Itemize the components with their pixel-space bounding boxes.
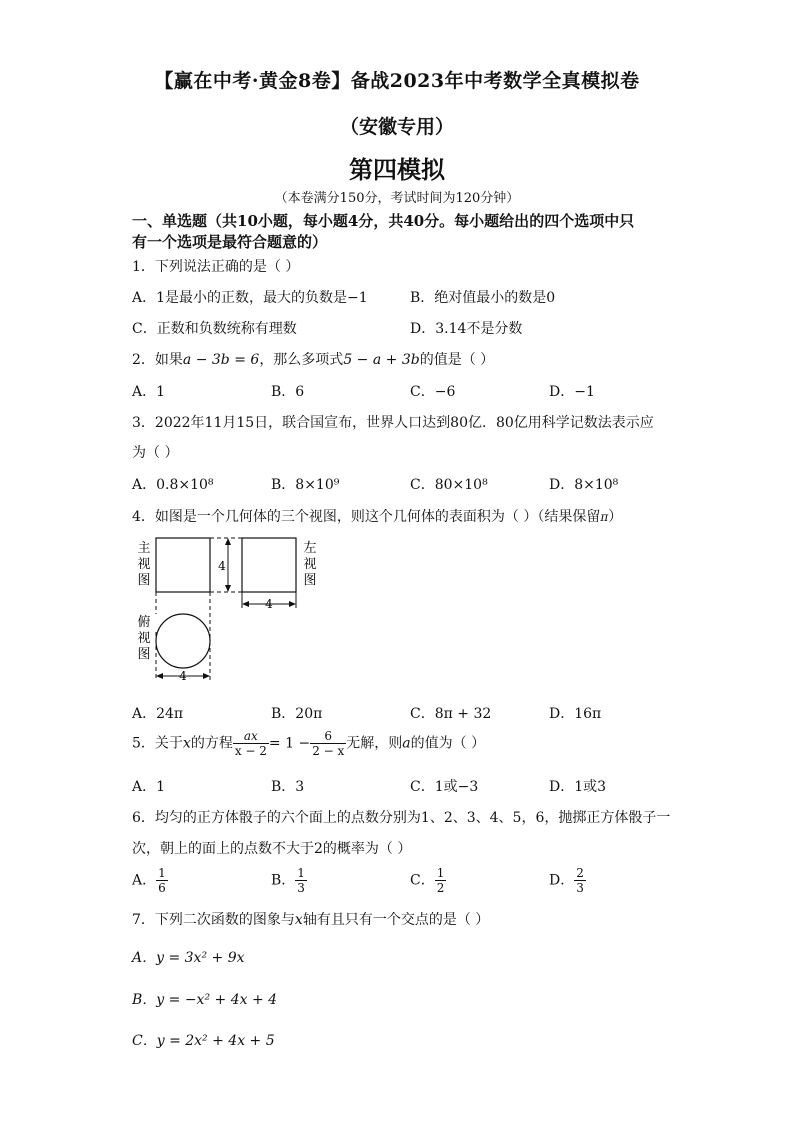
document-title: 【赢在中考·黄金8卷】备战2023年中考数学全真模拟卷 (154, 70, 640, 92)
left-view-label-2: 视 (303, 557, 317, 572)
q6-option-a: A． $\frac{1}{6}$ (132, 866, 166, 895)
q6-option-c: C． $\frac{1}{2}$ (410, 866, 445, 895)
q5-fraction-1: $\frac{ax}{x - 2}$ (234, 729, 267, 758)
section-heading-line1: 一、单选题（共10小题，每小题4分，共40分。每小题给出的四个选项中只 (132, 212, 635, 230)
left-view-rect (242, 538, 296, 592)
front-view-label-2: 视 (137, 557, 151, 572)
q6-option-d: D． $\frac{2}{3}$ (549, 866, 584, 895)
exam-name: 第四模拟 (349, 155, 445, 184)
q5-option-b: B．3 (271, 779, 305, 795)
section-heading-line2: 有一个选项是最符合题意的） (132, 233, 328, 251)
q4-option-a: A．24π (132, 706, 184, 722)
q3-stem-line2: 为（ ） (132, 445, 179, 461)
q7-option-c: C．y = 2x² + 4x + 5 (132, 1033, 275, 1049)
q1-stem: 1．下列说法正确的是（ ） (132, 259, 300, 275)
q4-option-b: B．20π (271, 706, 323, 722)
q6-stem-line2: 次，朝上的面上的点数不大于2的概率为（ ） (132, 841, 412, 857)
q6-stem-line1: 6．均匀的正方体骰子的六个面上的点数分别为1、2、3、4、5，6，抛掷正方体骰子一 (132, 810, 671, 826)
q2-stem: 2．如果a − 3b = 6，那么多项式5 − a + 3b的值是（ ） (132, 352, 495, 368)
q1-option-c: C．正数和负数统称有理数 (132, 321, 297, 337)
q7-option-a: A．y = 3x² + 9x (132, 950, 245, 966)
q6-option-b: B． $\frac{1}{3}$ (271, 866, 305, 895)
front-view-label-1: 主 (137, 541, 151, 556)
q5-option-d: D．1或3 (549, 779, 607, 795)
dim-width-top-label: 4 (179, 669, 187, 683)
dim-width-left-label: 4 (265, 597, 273, 611)
q3-option-c: C．80×10⁸ (410, 477, 488, 493)
q1-option-b: B．绝对值最小的数是0 (410, 290, 556, 306)
q2-option-d: D．−1 (549, 384, 595, 400)
q5-option-a: A．1 (132, 779, 166, 795)
q3-option-a: A．0.8×10⁸ (132, 477, 214, 493)
top-view-label-3: 图 (137, 647, 151, 662)
q4-stem: 4．如图是一个几何体的三个视图，则这个几何体的表面积为（ ）（结果保留π） (132, 509, 623, 525)
exam-info: （本卷满分150分，考试时间为120分钟） (274, 191, 520, 206)
q4-option-d: D．16π (549, 706, 602, 722)
q3-option-b: B．8×10⁹ (271, 477, 340, 493)
q3-stem-line1: 3．2022年11月15日，联合国宣布，世界人口达到80亿．80亿用科学记数法表示应 (132, 415, 654, 431)
q4-option-c: C．8π + 32 (410, 706, 492, 722)
three-view-figure (130, 532, 330, 690)
q5-stem: 5．关于x的方程 $\frac{ax}{x - 2}$ = 1 − $\frac{6}{2 - x}$ 无解，则a的值为（ ） (132, 729, 486, 758)
q3-option-d: D．8×10⁸ (549, 477, 619, 493)
q2-option-a: A．1 (132, 384, 166, 400)
top-view-label-2: 视 (137, 631, 151, 646)
top-view-circle (156, 614, 210, 668)
left-view-label-1: 左 (303, 541, 317, 556)
q1-option-a: A．1是最小的正数，最大的负数是−1 (132, 290, 368, 306)
q1-option-d: D．3.14不是分数 (410, 321, 523, 337)
q2-option-c: C．−6 (410, 384, 456, 400)
front-view-label-3: 图 (137, 573, 151, 588)
document-subtitle: （安徽专用） (339, 116, 454, 138)
front-view-rect (156, 538, 210, 592)
left-view-label-3: 图 (303, 573, 317, 588)
q7-option-b: B．y = −x² + 4x + 4 (132, 992, 278, 1008)
dim-height-label: 4 (218, 559, 226, 573)
q5-fraction-2: $\frac{6}{2 - x}$ (312, 729, 345, 758)
top-view-label-1: 俯 (137, 615, 151, 630)
q7-stem: 7．下列二次函数的图象与x轴有且只有一个交点的是（ ） (132, 912, 490, 928)
q2-option-b: B．6 (271, 384, 305, 400)
q5-option-c: C．1或−3 (410, 779, 479, 795)
